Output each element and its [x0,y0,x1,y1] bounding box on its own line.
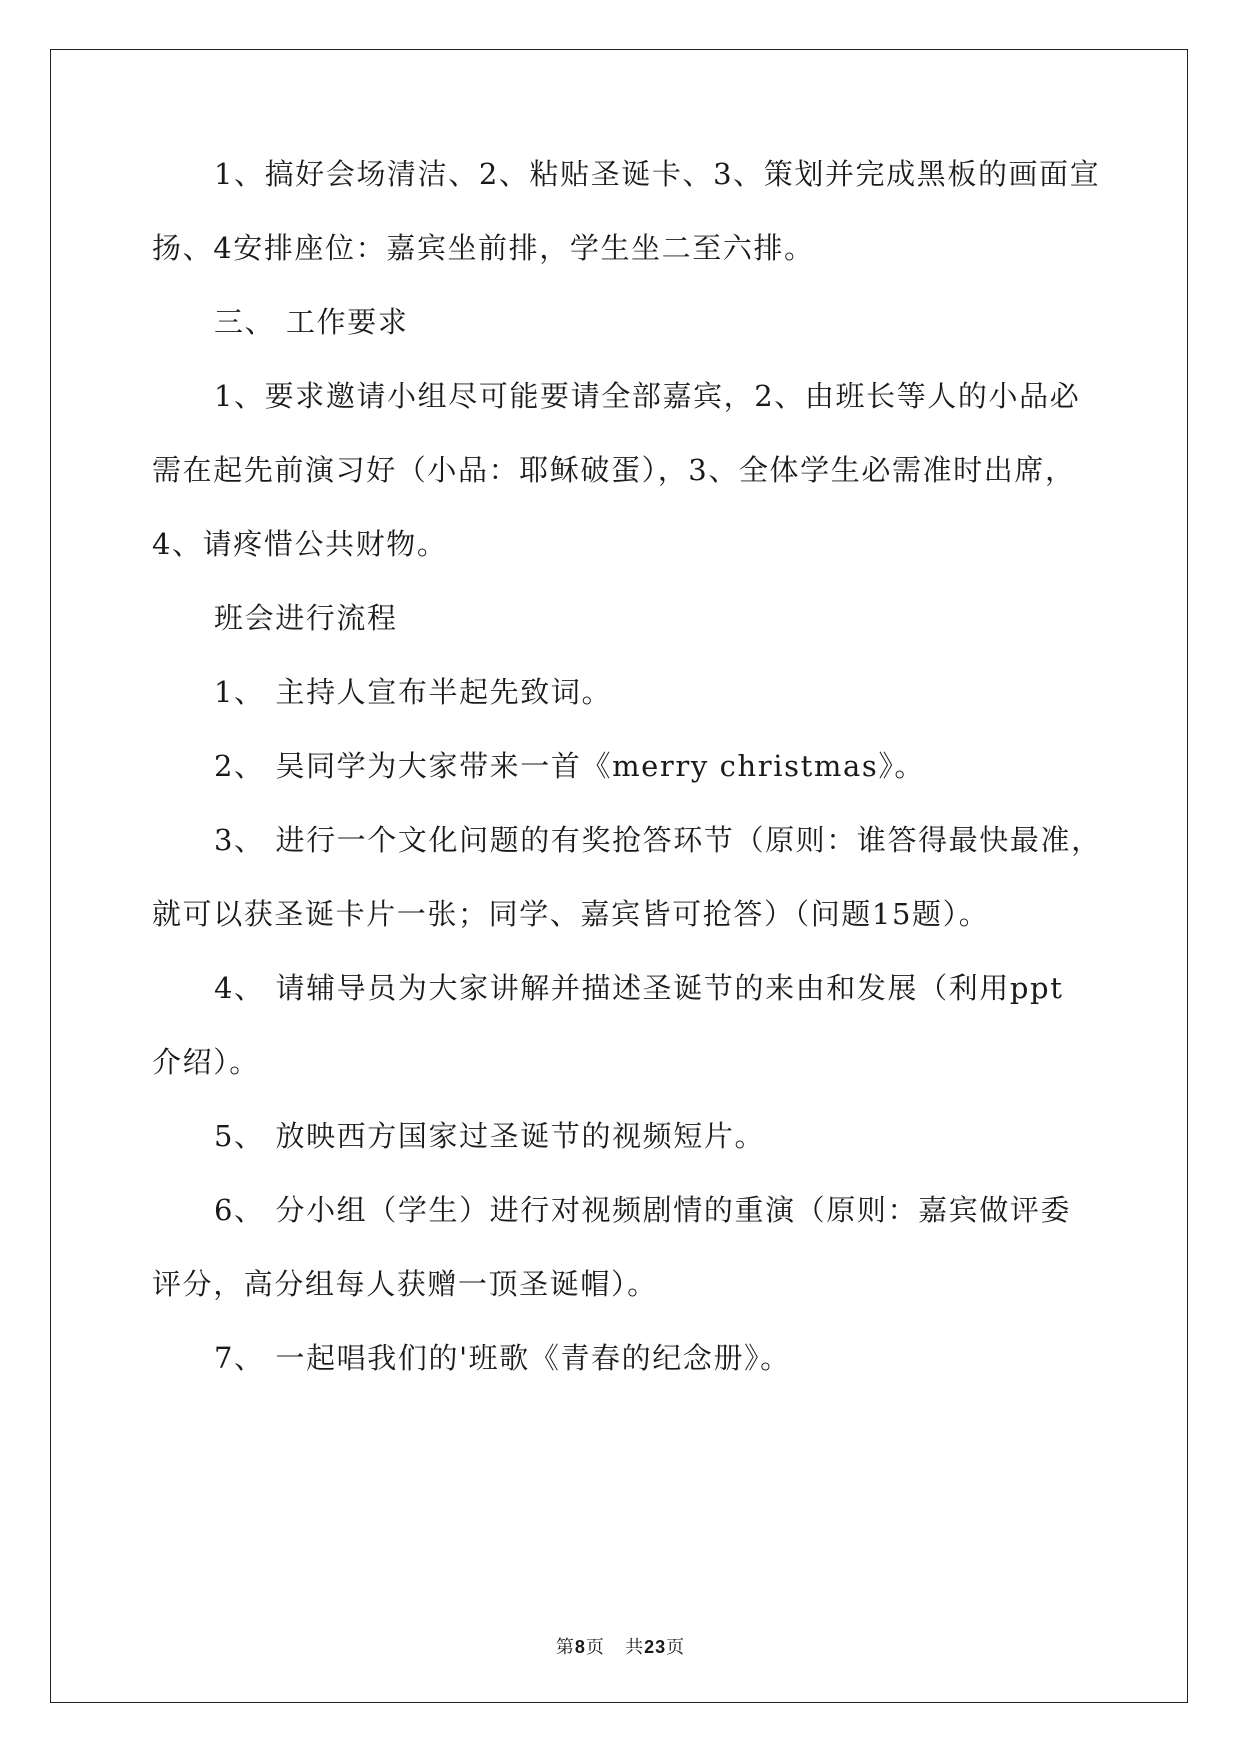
list-item: 1、 主持人宣布半起先致词。 [214,675,613,709]
section-heading: 三、 工作要求 [214,305,409,339]
section-heading: 班会进行流程 [214,601,398,635]
list-item: 7、 一起唱我们的'班歌《青春的纪念册》。 [214,1341,791,1375]
list-item: 4、 请辅导员为大家讲解并描述圣诞节的来由和发展（利用ppt [214,971,1064,1005]
page-footer [0,1633,1241,1659]
footer-page-suffix: 页 [585,1637,605,1658]
paragraph-line: 需在起先前演习好（小品：耶稣破蛋），3、全体学生必需准时出席， [152,453,1076,487]
list-item: 5、 放映西方国家过圣诞节的视频短片。 [214,1119,766,1153]
paragraph-line: 扬、4安排座位：嘉宾坐前排，学生坐二至六排。 [152,231,815,265]
footer-page-number: 8 [574,1637,586,1657]
footer-page-prefix: 第 [555,1637,575,1658]
page-border [50,49,1188,1703]
list-item-continuation: 就可以获圣诞卡片一张；同学、嘉宾皆可抢答）（问题15题）。 [152,897,990,931]
list-item: 3、 进行一个文化问题的有奖抢答环节（原则：谁答得最快最准， [214,823,1102,857]
list-item: 6、 分小组（学生）进行对视频剧情的重演（原则：嘉宾做评委 [214,1193,1072,1227]
paragraph-line: 4、请疼惜公共财物。 [152,527,448,561]
list-item: 2、 吴同学为大家带来一首《merry christmas》。 [214,749,926,783]
footer-total-prefix: 共 [625,1637,645,1658]
footer-total-number: 23 [644,1637,667,1657]
list-item-continuation: 介绍）。 [152,1045,260,1079]
paragraph-line: 1、搞好会场清洁、2、粘贴圣诞卡、3、策划并完成黑板的画面宣 [214,157,1101,191]
paragraph-line: 1、要求邀请小组尽可能要请全部嘉宾，2、由班长等人的小品必 [214,379,1081,413]
footer-total-suffix: 页 [666,1637,686,1658]
list-item-continuation: 评分，高分组每人获赠一顶圣诞帽）。 [152,1267,658,1301]
